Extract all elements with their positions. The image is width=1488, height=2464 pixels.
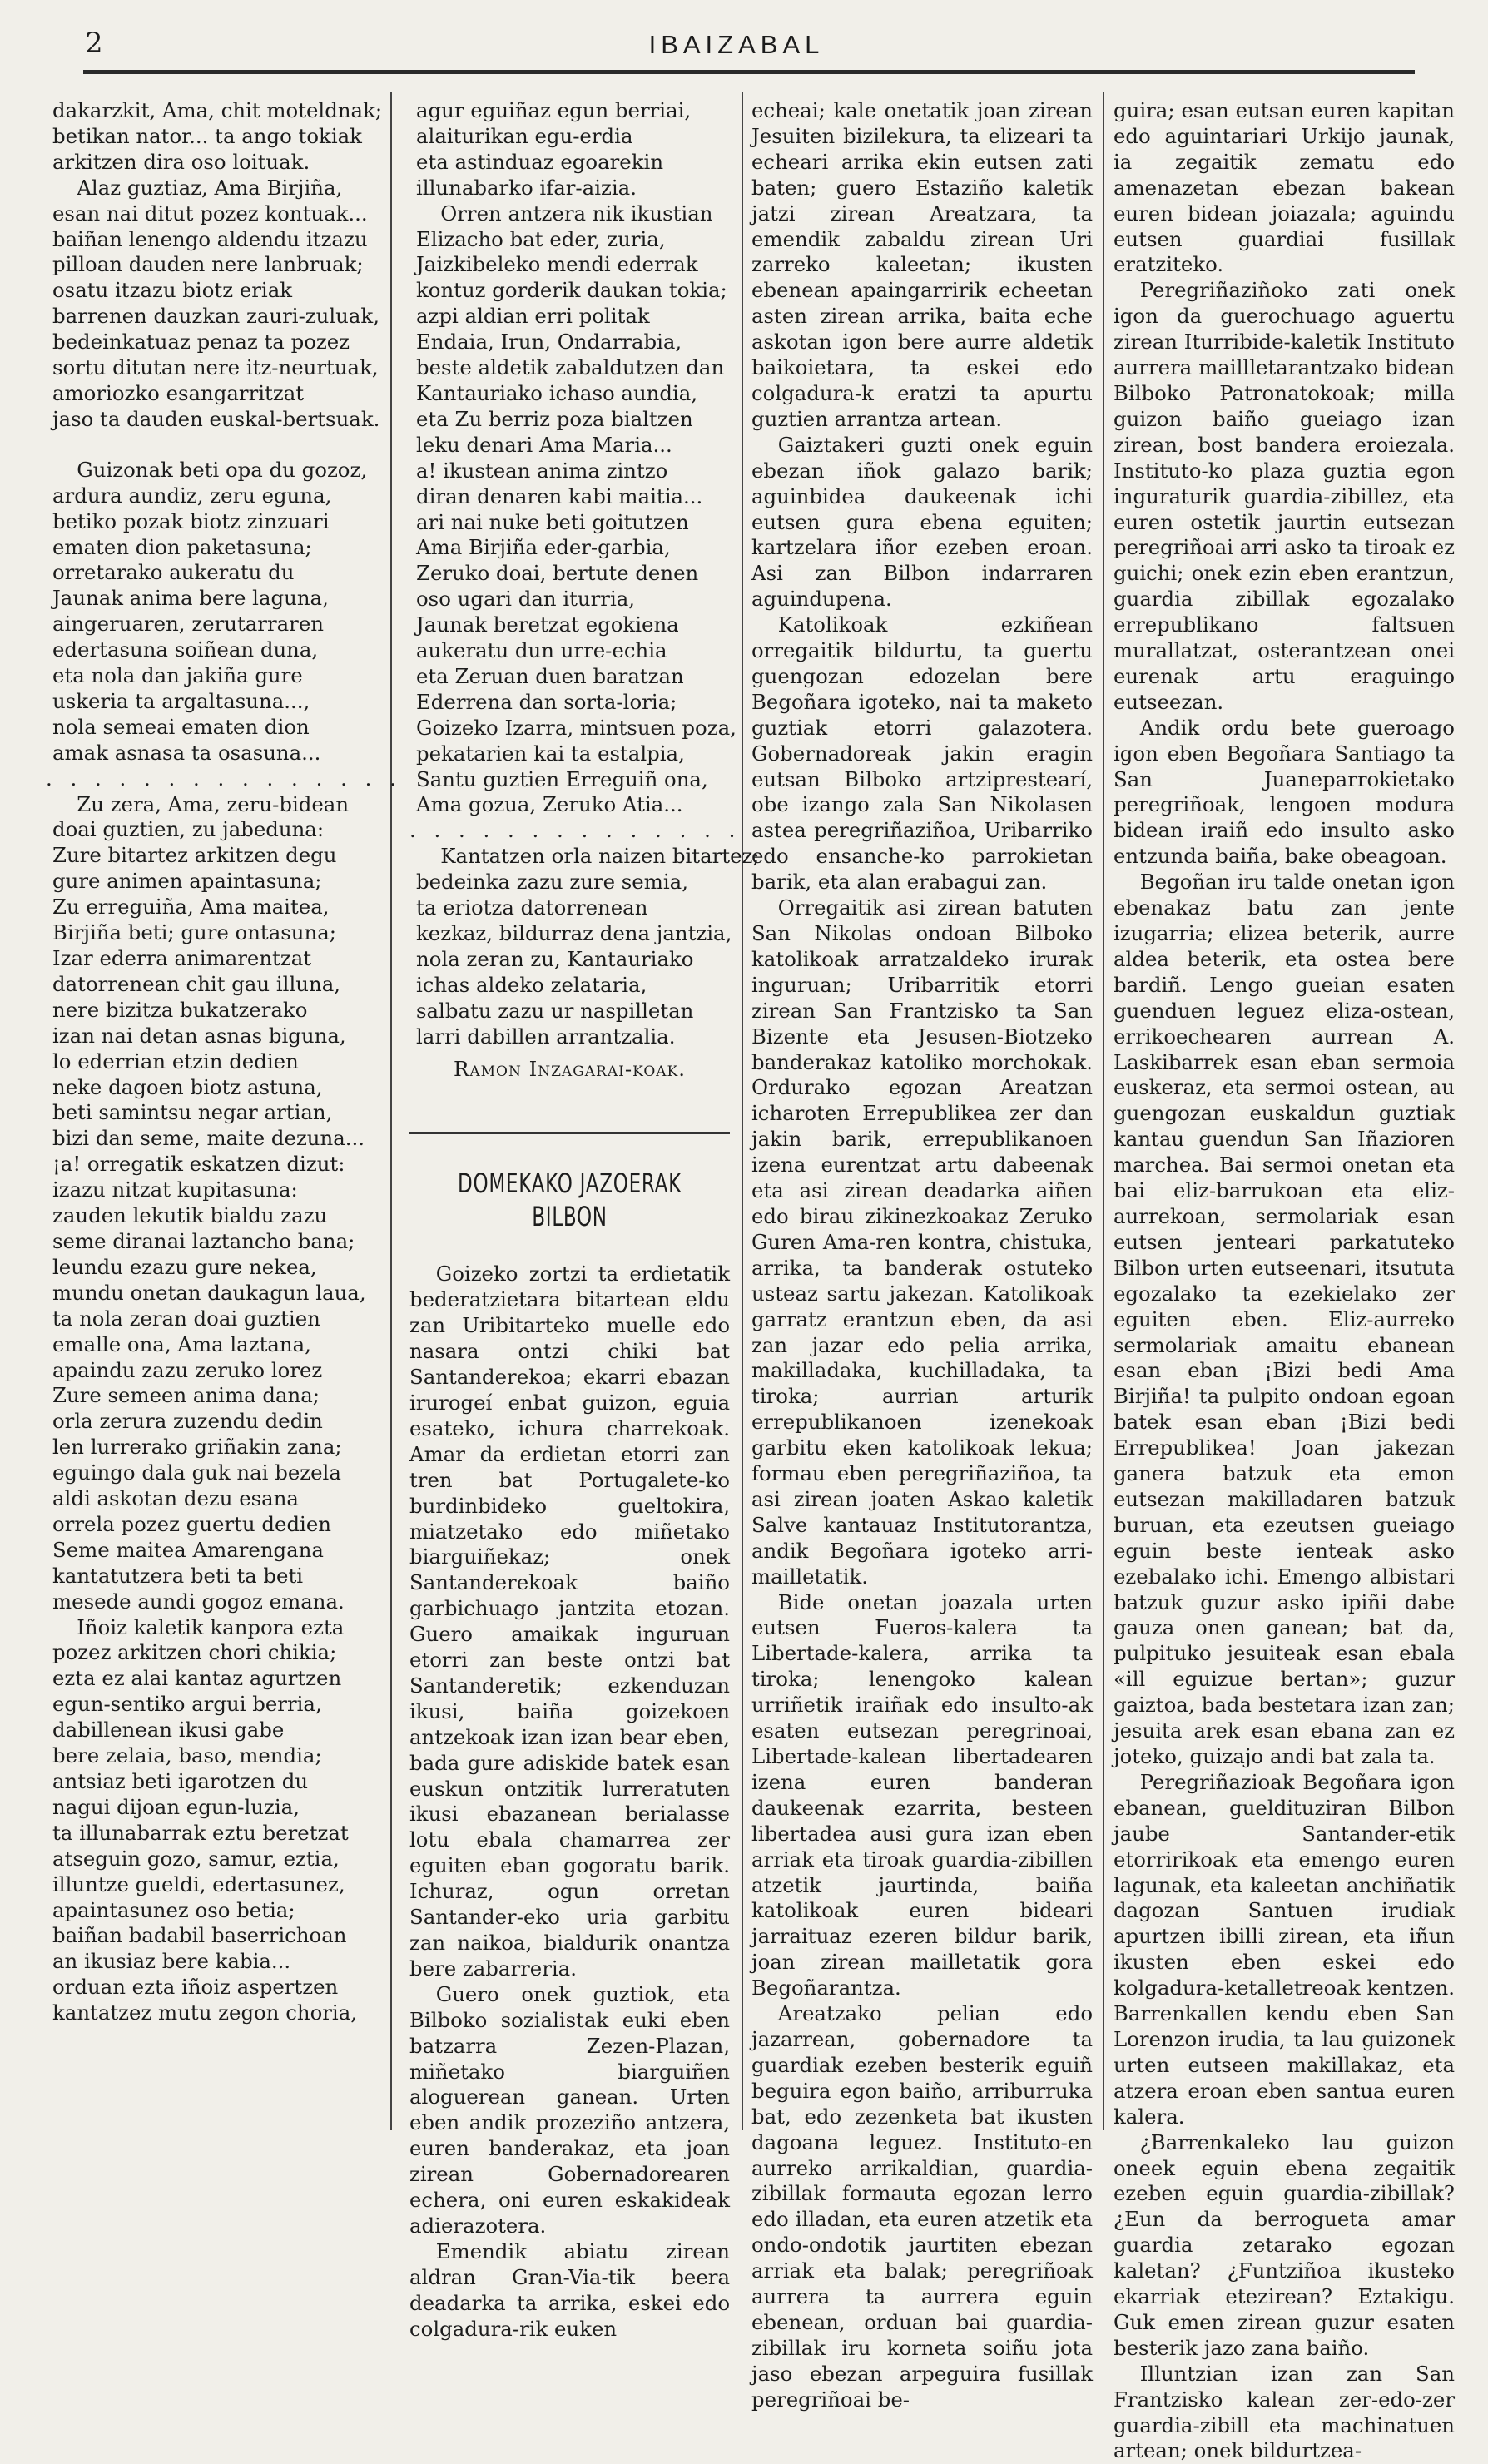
verse-line: orla zerura zuzendu dedin [52,1409,323,1434]
stanza-separator: . . . . . . . . . . . . . . . [46,766,402,791]
verse-line: Zure bitartez arkitzen degu [52,843,337,868]
verse-line: nola semeai ematen dion [52,714,310,739]
verse-line: Guizonak beti opa du gozoz, [77,457,368,482]
verse-line: ardura aundiz, zeru eguna, [52,483,332,508]
paragraph: Illuntzian izan zan San Frantzisko kalean zer-edo-zer guardia-zibill eta machinatuen artean; onek bildurtzea- [1114,2361,1455,2463]
verse-line: bedeinkatuaz penaz ta pozez [52,330,350,354]
paragraph: Begoñan iru talde onetan igon ebenakaz batu zan jente izugarria; elizea beterik, aurre aldea beterik, eta ostea bere bardiñ. Lengo gueian esaten guenduen leguez eliza-ostean, errikoechearen aurrean A. Laskibarrek esan eban sermoia euskeraz, eta sermoi ostean, au guengozan euskaldun guztiak kantau guendun San Iñazioren marchea. Bai sermoi onetan eta bai eliz-barrukoan eta eliz-aurrekoan, sermolariak esan eutsen jenteari parkatuteko Bilbon urten eutseenari, itsututa egozalako ta ezekielako zer eguiten eben. Eliz-aurreko sermolariak amaitu ebanean esan eban ¡Bizi bedi Ama Birjiña! ta pulpito ondoan egoan batek esan eban ¡Bizi bedi Errepublikea! Joan jakezan ganera batzuk eta emon eutsezan makilladaren batzuk buruan, eta ezeutsen gueiago eguin beste ienteak asko ezebalako ichi. Emengo albistari batzuk guzur asko ipiñi dabe gauza onen ganean; bat da, pulpituko jesuiteak esan ebala «ill eguizue bertan»; guzur gaiztoa, bada bestetara izan zan; jesuita arek esan ebana zan ez joteko, guizajo andi bat zala ta. [1114,870,1455,1768]
verse-line: kantatutzera beti ta beti [52,1563,304,1588]
verse-line: orrela pozez guertu dedien [52,1511,332,1536]
poem-stanza [409,844,760,1049]
column-2 [409,98,760,2343]
column-3 [751,98,1093,2413]
column-divider [390,92,392,2130]
verse-line: diran denaren kabi maitia... [416,483,703,508]
article-body [751,98,1093,2413]
poem-stanza [46,175,380,433]
verse-line: kezkaz, bildurraz dena jantzia, [416,921,732,945]
verse-line: Orren antzera nik ikustian [440,201,713,226]
verse-line: Izar ederra animarentzat [52,946,312,970]
verse-line: sortu ditutan nere itz-neurtuak, [52,355,379,380]
verse-line: zauden lekutik bialdu zazu [52,1203,328,1228]
verse-line: larri dabillen arrantzalia. [416,1024,676,1049]
paragraph: Orregaitik asi zirean batuten San Nikolas ondoan Bilboko katolikoak arratzaldeko irurak inguruan; Uribarritik etorri zirean San Frantzisko ta San Bizente eta Jesusen-Biotzeko banderakaz katoliko morchokak. Ordurako egozan Areatzan icharoten Errepublikea zer dan jakin barik, errepublikanoen izena eurentzat artu dabeenak eta asi zirean deadarka aiñen edo birau zikinezkoakaz Zeruko Guren Ama-ren kontra, chistuka, arrika, ta banderak ostuteko usteaz sartu jakezan. Katolikoak garratz erantzun eben, da asi zan jazar edo pelia arrika, makilladaka, kuchilladaka, ta tiroka; aurrian arturik errepublikanoen izenekoak garbitu eken katolikoak lekua; formau eben peregriñaziñoa, ta asi zirean joaten Askao kaletik Salve kantauaz Institutorantza, andik Begoñara igoteko arri-mailletatik. [751,895,1093,1589]
verse-line: Jaunak anima bere laguna, [52,586,329,611]
verse-line: dabillenean ikusi gabe [52,1718,285,1743]
verse-line: ta eriotza datorrenean [416,895,648,920]
page-number: 2 [85,27,103,60]
verse-line: an ikusiaz bere kabia... [52,1949,291,1974]
column-1 [46,98,402,2026]
paragraph: Peregriñaziñoko zati onek igon da guerochuago aguertu zirean Iturribide-kaletik Instituto aurrera maillletarantzako bidean Bilboko Patronatokoak; milla guizon baiño gueiago izan zirean, bost bandera eroiezala. Instituto-ko plaza guztia egon inguraturik guardia-zibillez, eta euren ostetik jaurtin eutsezan peregriñoai arri asko ta tiroak ez guichi; onek ezin eben erantzun, guardia zibillak egozalako errepublikano faltsuen murallatzat, osterantzean onei eurenak artu eraguingo eutseezan. [1114,278,1455,714]
verse-line: Seme maitea Amarengana [52,1537,324,1562]
paragraph: Andik ordu bete gueroago igon eben Begoñara Santiago ta San Juaneparrokietako peregriñoak, lengoen modura bidean iraiñ edo insulto asko entzunda baiña, bake obeagoan. [1114,715,1455,869]
stanza-separator: . . . . . . . . . . . . . . [409,818,742,843]
verse-line: nere bizitza bukatzerako [52,997,308,1022]
verse-line: Elizacho bat eder, zuria, [416,226,666,251]
section-rule [409,1132,730,1138]
verse-line: Ederrena dan sorta-loria; [416,689,677,714]
verse-line: antsiaz beti igarotzen du [52,1769,309,1793]
verse-line: eguingo dala guk nai bezela [52,1460,341,1485]
paragraph: ¿Barrenkaleko lau guizon oneek eguin ebena zegaitik ezeben eguin guardia-zibillak? ¿Eun da berrogueta amar guardia zetarako egozan kaletan? ¿Funtziñoa ikusteko ekarriak etezirean? Eztakigu. Guk emen zirean guzur esaten besterik jazo zana baiño. [1114,2129,1455,2360]
paragraph: Emendik abiatu zirean aldran Gran-Via-tik beera deadarka ta arrika, eskei edo colgadura-rik euken [409,2238,730,2341]
verse-line: datorrenean chit gau illuna, [52,971,340,996]
verse-line: Kantauriako ichaso aundia, [416,380,698,405]
verse-line: neke dagoen biotz astuna, [52,1074,323,1099]
paragraph: echeai; kale onetatik joan zirean Jesuiten bizilekura, ta elizeari ta echeari arrika ekin eutsen zati baten; guero Estaziño kaletik jatzi zirean Areatzara, ta emendik zabaldu zirean Uri zarreko kaleetan; ikusten ebenean apaingarririk echeetan asten zirean arrika, baita eche askotan igon bere aurre aldetik baikoietara, ta eskei edo colgadura-k eratzi ta apurtu guztien arrantza artean. [751,98,1093,431]
verse-line: leku denari Ama Maria... [416,432,672,457]
verse-line: pekatarien kai ta estalpia, [416,741,685,766]
journal-name: IBAIZABAL [648,30,825,59]
verse-line: pilloan dauden nere lanbruak; [52,252,364,277]
verse-line: nola zeran zu, Kantauriako [416,946,694,971]
verse-line: eta nola dan jakiña gure [52,663,303,688]
verse-line: arkitzen dira oso loituak. [52,149,310,174]
column-divider [1103,92,1104,2130]
verse-line: betikan nator... ta ango tokiak [52,123,362,148]
verse-line: atseguin gozo, samur, eztia, [52,1846,340,1871]
verse-line: gure animen apaintasuna; [52,869,322,894]
verse-line: dakarzkit, Ama, chit moteldnak; [52,98,383,122]
paragraph: Goizeko zortzi ta erdietatik bederatzietara bitartean eldu zan Uribitarteko muelle edo nasara ontzi chiki bat Santanderekoa; ekarri ebazan irurogeí enbat guizon, eguia esateko, ichura charrekoak. Amar da erdietan etorri zan tren bat Portugalete-ko burdinbideko gueltokira, miatzetako edo miñetako biarguiñekaz; onek Santanderekoak baiño garbichuago jantzita etozan. Guero amaikak inguruan etorri zan beste ontzi bat Santanderetik; ezkenduzan ikusi, baiña goizekoen antzekoak izan izan bear eben, bada gure adiskide batek esan euskun ontzitik lurreratuten ikusi ebazanean berialasse lotu ebala chamarrea zer eguiten eban gogoratu barik. Ichuraz, ogun orretan Santander-eko uria garbitu zan naikoa, bialdurik onantza bere zabarreria. [409,1262,730,1981]
verse-line: Jaizkibeleko mendi ederrak [416,252,698,277]
verse-line: agur eguiñaz egun berriai, [416,98,692,122]
column-4 [1114,98,1455,2464]
poem-stanza [46,1614,358,2027]
verse-line: leundu ezazu gure nekea, [52,1254,317,1279]
verse-line: Goizeko Izarra, mintsuen poza, [416,715,737,740]
verse-line: beste aldetik zabaldutzen dan [416,355,725,380]
verse-line: bere zelaia, baso, mendia; [52,1743,322,1768]
verse-line: apaintasunez oso betia; [52,1897,295,1922]
verse-line: eta Zu berriz poza bialtzen [416,406,693,431]
verse-line: egun-sentiko argui berria, [52,1692,322,1717]
article-title: DOMEKAKO JAZOERAK BILBON [458,1168,682,1233]
verse-line: Kantatzen orla naizen bitartez; [440,844,760,869]
verse-line: aingeruaren, zerutarraren [52,612,324,637]
verse-line: Zeruko doai, bertute denen [416,561,699,586]
verse-line: ari nai nuke beti goitutzen [416,509,689,534]
verse-line: amoriozko esangarritzat [52,380,305,405]
verse-line: mesede aundi gogoz emana. [52,1589,345,1614]
verse-line: ezta ez alai kantaz agurtzen [52,1666,342,1691]
verse-line: ichas aldeko zelataria, [416,972,647,997]
verse-line: Zu zera, Ama, zeru-bidean [77,791,350,816]
verse-line: ta nola zeran doai guztien [52,1306,320,1331]
paragraph: guira; esan eutsan euren kapitan edo aguintariari Urkijo jaunak, ia zegaitik zematu edo amenazetan ebezan bakean euren bidean joiazala; aguindu eutsen guardiai fusillak eratziteko. [1114,98,1455,277]
verse-line: uskeria ta argaltasuna..., [52,688,310,713]
verse-line: salbatu zazu ur naspilletan [416,998,694,1023]
verse-line: seme diranai laztancho bana; [52,1228,355,1253]
verse-line: Birjiña beti; gure ontasuna; [52,920,336,945]
verse-line: azpi aldian erri politak [416,304,650,329]
column-divider [742,92,743,2130]
verse-line: doai guztien, zu jabeduna: [52,817,325,842]
paragraph: Guero onek guztiok, eta Bilboko sozialistak euki eben batzarra Zezen-Plazan, miñetako biarguiñen aloguerean ganean. Urten eben andik prozeziño antzera, euren banderakaz, eta joan zirean Gobernadorearen echera, oni euren eskakideak adierazotera. [409,1981,730,2238]
verse-line: nagui dijoan egun-luzia, [52,1794,300,1819]
verse-line: bizi dan seme, maite dezuna... [52,1126,365,1151]
stanza-gap [46,433,354,458]
verse-line: Iñoiz kaletik kanpora ezta [77,1614,345,1639]
verse-line: oso ugari dan iturria, [416,587,636,612]
verse-line: izazu nitzat kupitasuna: [52,1177,298,1202]
masthead-rule [83,70,1415,74]
verse-line: eta astinduaz egoarekin [416,149,664,174]
verse-line: orduan ezta iñoiz aspertzen [52,1975,339,2000]
article-body [1114,98,1455,2464]
masthead [50,18,1423,77]
verse-line: lo ederrian etzin dedien [52,1049,299,1073]
verse-line: Ama gozua, Zeruko Atia... [416,792,683,817]
verse-line: eta Zeruan duen baratzan [416,663,684,688]
article-body [409,1262,730,2342]
verse-line: pozez arkitzen chori chikia; [52,1640,337,1665]
verse-line: len lurrerako griñakin zana; [52,1435,342,1460]
verse-line: betiko pozak biotz zinzuari [52,508,330,533]
verse-line: jaso ta dauden euskal-bertsuak. [52,406,380,431]
verse-line: barrenen dauzkan zauri-zuluak, [52,304,379,329]
verse-line: ematen dion paketasuna; [52,534,312,559]
verse-line: mundu onetan daukagun laua, [52,1280,366,1305]
paragraph: Katolikoak ezkiñean orregaitik bildurtu, ta guertu guengozan edozelan bere Begoñara igoteko, nai ta maketo guztiak etorri galazotera. Gobernadoreak jakin eragin eutsan Bilboko artziprestearí, obe izango zala San Nikolasen astea peregriñaziñoa, Uribarriko edo ensanche-ko parrokietan barik, eta alan erabagui zan. [751,612,1093,895]
verse-line: orretarako aukeratu du [52,560,295,585]
verse-line: baiñan lenengo aldendu itzazu [52,226,368,251]
verse-line: aldi askotan dezu esana [52,1486,299,1511]
verse-line: illunabarko ifar-aizia. [416,175,637,200]
poem-stanza [409,98,730,201]
poem-stanza [46,98,383,176]
verse-line: Zure semeen anima dana; [52,1383,320,1408]
verse-line: Ama Birjiña eder-garbia, [416,535,671,560]
verse-line: izan nai detan asnas biguna, [52,1023,346,1048]
poem-stanza [46,791,366,1615]
verse-line: Jaunak beretzat egokiena [416,612,679,637]
verse-line: alaiturikan egu-erdia [416,123,633,148]
verse-line: Alaz guztiaz, Ama Birjiña, [77,175,343,200]
poem-stanza [409,201,737,819]
verse-line: osatu itzazu biotz eriak [52,278,293,303]
verse-line: emalle ona, Ama laztana, [52,1331,311,1356]
paragraph: Bide onetan joazala urten eutsen Fueros-kalera ta Libertade-kalera, arrika ta tiroka; lenengoko kalean urriñetik iraiñak edo insulto-ak esaten eutsezan peregrinoai, Libertade-kalean libertadearen izena euren banderan daukeenak ezarrita, besteen libertadea ausi gura izan eben arriak eta tiroak guardia-zibillen atzetik jaurtinda, baiña katolikoak euren bideari jarraituaz ezeren bildur barik, joan zirean mailletatik gora Begoñarantza. [751,1589,1093,2000]
verse-line: Zu erreguiña, Ama maitea, [52,895,330,920]
verse-line: bedeinka zazu zure semia, [416,870,688,895]
paragraph: Peregriñazioak Begoñara igon ebanean, gueldituziran Bilbon jaube Santander-etik etorririkoak eta emengo euren lagunak, eta kaleetan anchiñatik dagozan Santuen irudiak apurtzen ibilli zirean, eta iñun ikusten eben eskei edo kolgadura-ketalletreoak kentzen. Barrenkallen kendu eben San Lorenzon irudia, ta lau guizonek urten eutseen makillakaz, eta atzera eroan eben santua euren kalera. [1114,1769,1455,2129]
verse-line: aukeratu dun urre-echia [416,638,667,663]
verse-line: Santu guztien Erreguiñ ona, [416,766,708,791]
verse-line: Endaia, Irun, Ondarrabia, [416,330,682,354]
verse-line: beti samintsu negar artian, [52,1100,333,1125]
verse-line: illuntze gueldi, edertasunez, [52,1872,345,1896]
verse-line: ¡a! orregatik eskatzen dizut: [52,1152,345,1177]
verse-line: a! ikustean anima zintzo [416,458,668,483]
verse-line: esan nai ditut pozez kontuak... [52,201,368,226]
verse-line: kantatzez mutu zegon choria, [52,2000,358,2025]
verse-line: edertasuna soiñean duna, [52,637,319,662]
poem-stanza [46,457,368,766]
verse-line: kontuz gorderik daukan tokia; [416,278,727,303]
verse-line: amak asnasa ta osasuna... [52,740,321,765]
paragraph: Areatzako pelian edo jazarrean, gobernadore ta guardiak ezeben besterik eguiñ beguira egon baiño, arriburruka bat, edo zezenketa bat ikusten dagoana leguez. Instituto-en aurreko arrikaldian, guardia-zibillak formauta egozan lerro edo illadan, eta euren atzetik eta ondo-ondotik jaurtiten ebezan arriak eta balak; peregriñoak aurrera ta aurrera eguin ebenean, orduan bai guardia-zibillak iru korneta soiñu jota jaso ebezan arpeguira fusillak peregriñoai be- [751,2001,1093,2412]
verse-line: ta illunabarrak eztu beretzat [52,1820,349,1845]
paragraph: Gaiztakeri guzti onek eguin ebezan iñok galazo barik; aguinbidea daukeenak ichi eutsen gura ebena eguiten; kartzelara iñor ezeben eroan. Asi zan Bilbon indarraren aguindupena. [751,432,1093,612]
verse-line: apaindu zazu zeruko lorez [52,1357,323,1382]
poem-author: Ramon Inzagarai-koak. [453,1056,686,1081]
verse-line: baiñan badabil baserrichoan [52,1923,347,1948]
